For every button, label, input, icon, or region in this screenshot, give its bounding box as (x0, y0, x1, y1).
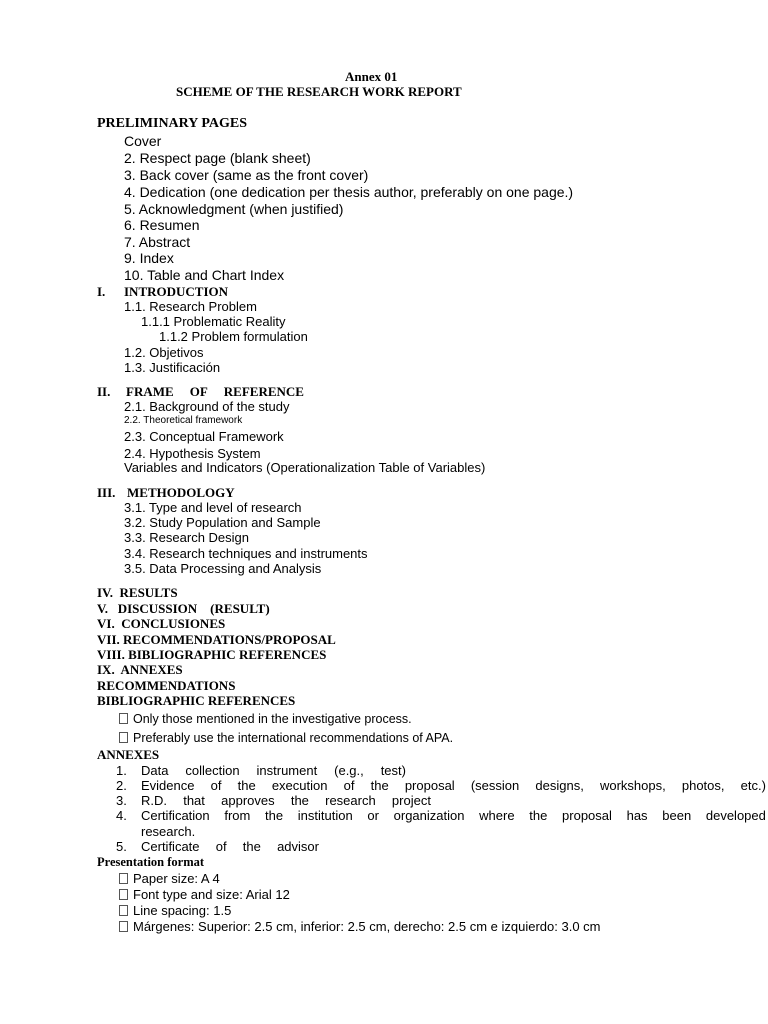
word: the (237, 778, 256, 793)
word: collection (185, 763, 240, 778)
chapter-number: I. (97, 284, 106, 299)
annex-item (141, 764, 406, 777)
list-item: 2. Respect page (blank sheet) (124, 150, 311, 166)
word: test) (380, 763, 406, 778)
chapter-number: II. (97, 384, 111, 399)
word: Certification (141, 808, 210, 823)
list-item: 5. Acknowledgment (when justified) (124, 201, 344, 217)
chapter-heading: VII. RECOMMENDATIONS/PROPOSAL (97, 632, 336, 647)
chapter-heading: VI. CONCLUSIONES (97, 616, 226, 631)
bullet-text: Line spacing: 1.5 (133, 903, 232, 918)
annex-item (141, 809, 766, 822)
annex-item (141, 840, 319, 853)
list-item: 4. Dedication (one dedication per thesis author, preferably on one page.) (124, 184, 574, 200)
word: the (290, 793, 309, 808)
list-item: 3. Back cover (same as the front cover) (124, 167, 369, 183)
annex-number: 1. (116, 763, 127, 778)
list-item: 2.2. Theoretical framework (124, 415, 243, 426)
bullet-item (119, 904, 231, 917)
chapter-heading: IV. RESULTS (97, 585, 178, 600)
chapter-heading: IX. ANNEXES (97, 662, 183, 677)
word: Data (141, 763, 169, 778)
list-item: 7. Abstract (124, 234, 191, 250)
bullet-box-icon (119, 905, 128, 916)
annex-item-continuation: research. (141, 824, 196, 839)
list-item: Variables and Indicators (Operationalization Table of Variables) (124, 460, 486, 475)
list-item: 1.1.2 Problem formulation (159, 329, 308, 344)
section-heading: BIBLIOGRAPHIC REFERENCES (97, 693, 296, 708)
annex-number: 2. (116, 778, 127, 793)
word: proposal (562, 808, 612, 823)
word: execution (271, 778, 328, 793)
word: has (626, 808, 648, 823)
annexes-heading: ANNEXES (97, 747, 160, 762)
bullet-text: Only those mentioned in the investigative process. (133, 712, 412, 726)
heading-word: REFERENCE (223, 384, 304, 399)
word: workshops, (599, 778, 666, 793)
chapter-heading: V. DISCUSSION (RESULT) (97, 601, 270, 616)
list-item: 3.2. Study Population and Sample (124, 515, 321, 530)
word: research (325, 793, 376, 808)
word: of (343, 778, 355, 793)
bullet-box-icon (119, 732, 128, 743)
heading-word: OF (189, 384, 208, 399)
word: Evidence (141, 778, 195, 793)
list-item: 2.3. Conceptual Framework (124, 429, 284, 444)
list-item: 9. Index (124, 250, 174, 266)
bullet-item (119, 713, 412, 726)
bullet-box-icon (119, 873, 128, 884)
heading-word: FRAME (126, 384, 174, 399)
word: approves (221, 793, 275, 808)
word: advisor (277, 839, 319, 854)
word: of (210, 778, 222, 793)
annex-number: 5. (116, 839, 127, 854)
word: been (662, 808, 692, 823)
word: Certificate (141, 839, 200, 854)
list-item: 2.1. Background of the study (124, 399, 290, 414)
word: the (265, 808, 284, 823)
chapter-heading (126, 385, 304, 398)
list-item: 3.5. Data Processing and Analysis (124, 561, 322, 576)
list-item: 3.1. Type and level of research (124, 500, 302, 515)
presentation-heading: Presentation format (97, 855, 205, 869)
word: proposal (404, 778, 455, 793)
word: where (479, 808, 515, 823)
word: or (367, 808, 379, 823)
word: institution (297, 808, 353, 823)
bullet-text: Márgenes: Superior: 2.5 cm, inferior: 2.5 cm, derecho: 2.5 cm e izquierdo: 3.0 cm (133, 919, 601, 934)
bullet-item (119, 920, 601, 933)
list-item: 1.3. Justificación (124, 360, 221, 375)
section-heading: RECOMMENDATIONS (97, 678, 236, 693)
bullet-box-icon (119, 921, 128, 932)
word: the (529, 808, 548, 823)
preliminary-heading: PRELIMINARY PAGES (97, 116, 248, 131)
annex-item (141, 794, 431, 807)
word: (session (470, 778, 520, 793)
annex-number: 3. (116, 793, 127, 808)
bullet-item (119, 732, 453, 745)
chapter-heading: VIII. BIBLIOGRAPHIC REFERENCES (97, 647, 327, 662)
list-item: Cover (124, 133, 162, 149)
bullet-text: Font type and size: Arial 12 (133, 887, 290, 902)
chapter-heading: METHODOLOGY (127, 485, 235, 500)
list-item: 3.3. Research Design (124, 530, 250, 545)
annex-item (141, 779, 766, 792)
chapter-number: III. (97, 485, 116, 500)
list-item: 1.1. Research Problem (124, 299, 257, 314)
word: that (183, 793, 205, 808)
chapter-heading: INTRODUCTION (124, 284, 229, 299)
list-item: 1.1.1 Problematic Reality (141, 314, 286, 329)
list-item: 2.4. Hypothesis System (124, 446, 261, 461)
bullet-box-icon (119, 889, 128, 900)
list-item: 1.2. Objetivos (124, 345, 204, 360)
word: designs, (535, 778, 584, 793)
word: project (391, 793, 431, 808)
word: the (370, 778, 389, 793)
annex-number: 4. (116, 808, 127, 823)
bullet-text: Paper size: A 4 (133, 871, 220, 886)
word: of (215, 839, 227, 854)
bullet-item (119, 888, 290, 901)
word: photos, (681, 778, 725, 793)
word: the (242, 839, 261, 854)
page-title: SCHEME OF THE RESEARCH WORK REPORT (176, 84, 462, 99)
bullet-item (119, 872, 220, 885)
word: instrument (256, 763, 318, 778)
word: from (224, 808, 251, 823)
list-item: 10. Table and Chart Index (124, 267, 285, 283)
bullet-text: Preferably use the international recommendations of APA. (133, 731, 454, 745)
annex-label: Annex 01 (345, 69, 398, 84)
word: developed (705, 808, 766, 823)
bullet-box-icon (119, 713, 128, 724)
word: (e.g., (334, 763, 364, 778)
word: etc.) (740, 778, 766, 793)
list-item: 6. Resumen (124, 217, 200, 233)
list-item: 3.4. Research techniques and instruments (124, 546, 368, 561)
word: organization (393, 808, 465, 823)
word: R.D. (141, 793, 167, 808)
